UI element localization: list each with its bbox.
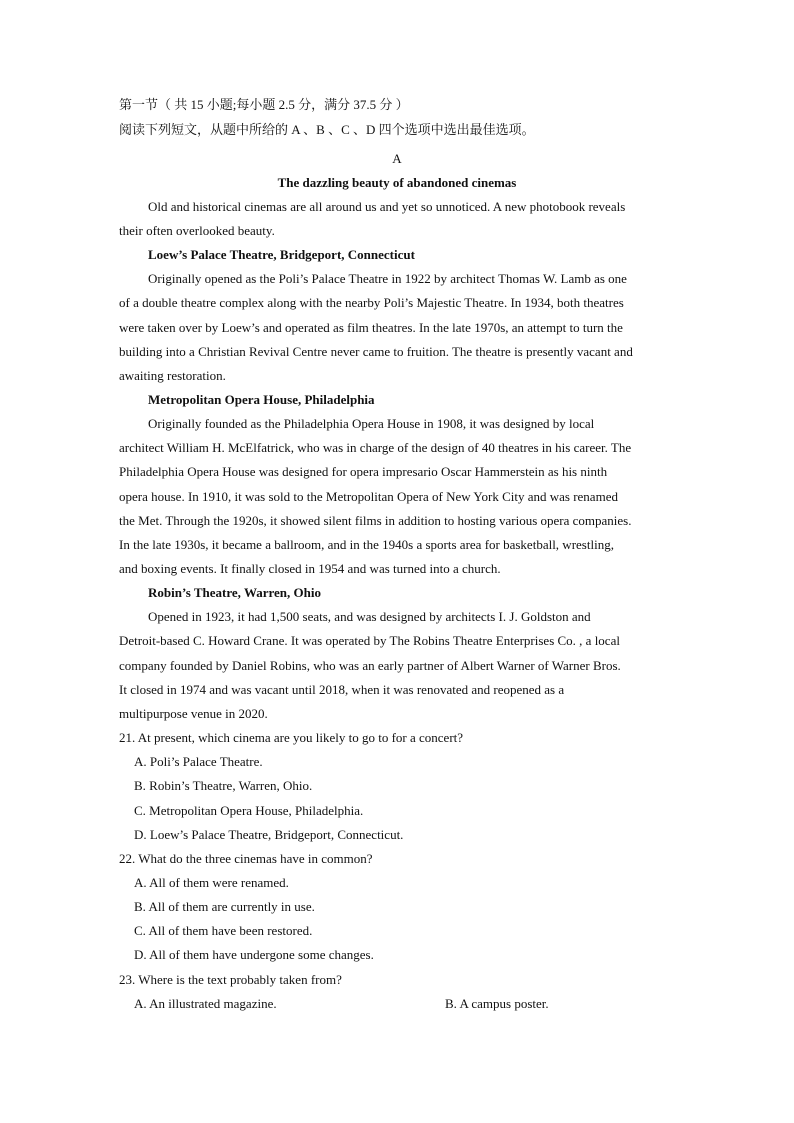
passage-title: The dazzling beauty of abandoned cinemas: [277, 175, 517, 190]
answer-option: B. All of them are currently in use.: [134, 899, 315, 914]
paragraph-line: of a double theatre complex along with the nearby Poli’s Majestic Theatre. In 1934, both theatres: [119, 295, 624, 310]
paragraph-line: awaiting restoration.: [119, 368, 226, 383]
answer-option: D. All of them have undergone some changes.: [134, 947, 374, 962]
answer-option: B. Robin’s Theatre, Warren, Ohio.: [134, 778, 313, 793]
question-stem: 23. Where is the text probably taken from?: [119, 972, 342, 987]
section-header: 第一节（ 共 15 小题;每小题 2.5 分，满分 37.5 分 ）: [119, 97, 409, 112]
paragraph-line: Opened in 1923, it had 1,500 seats, and was designed by architects I. J. Goldston and: [148, 609, 591, 624]
paragraph-line: architect William H. McElfatrick, who was in charge of the design of 40 theatres in his career. The: [119, 440, 632, 455]
section-heading: Robin’s Theatre, Warren, Ohio: [148, 585, 321, 600]
intro-line: Old and historical cinemas are all around us and yet so unnoticed. A new photobook reveals: [148, 199, 626, 214]
paragraph-line: the Met. Through the 1920s, it showed silent films in addition to hosting various opera companies.: [119, 513, 632, 528]
answer-option: A. Poli’s Palace Theatre.: [134, 754, 263, 769]
answer-option: A. All of them were renamed.: [134, 875, 289, 890]
paragraph-line: Philadelphia Opera House was designed for opera impresario Oscar Hammerstein as his ninth: [119, 464, 608, 479]
answer-option: B. A campus poster.: [445, 996, 549, 1011]
instruction-text: 阅读下列短文，从题中所给的 A 、B 、C 、D 四个选项中选出最佳选项。: [119, 122, 535, 137]
paragraph-line: It closed in 1974 and was vacant until 2018, when it was renovated and reopened as a: [119, 682, 565, 697]
question-stem: 22. What do the three cinemas have in common?: [119, 851, 373, 866]
section-heading: Metropolitan Opera House, Philadelphia: [148, 392, 375, 407]
paragraph-line: multipurpose venue in 2020.: [119, 706, 268, 721]
paragraph-line: were taken over by Loew’s and operated as film theatres. In the late 1970s, an attempt to turn the: [119, 320, 623, 335]
paragraph-line: company founded by Daniel Robins, who was an early partner of Albert Warner of Warner Bros.: [119, 658, 621, 673]
intro-line: their often overlooked beauty.: [119, 223, 275, 238]
paragraph-line: Originally founded as the Philadelphia Opera House in 1908, it was designed by local: [148, 416, 595, 431]
passage-letter: A: [392, 151, 402, 166]
paragraph-line: opera house. In 1910, it was sold to the Metropolitan Opera of New York City and was renamed: [119, 489, 618, 504]
paragraph-line: building into a Christian Revival Centre never came to fruition. The theatre is presently vacant and: [119, 344, 633, 359]
paragraph-line: Detroit-based C. Howard Crane. It was operated by The Robins Theatre Enterprises Co. , a local: [119, 633, 620, 648]
answer-option: C. Metropolitan Opera House, Philadelphia.: [134, 803, 364, 818]
paragraph-line: and boxing events. It finally closed in 1954 and was turned into a church.: [119, 561, 501, 576]
answer-option: D. Loew’s Palace Theatre, Bridgeport, Connecticut.: [134, 827, 404, 842]
paragraph-line: In the late 1930s, it became a ballroom, and in the 1940s a sports area for basketball, wrestling,: [119, 537, 614, 552]
answer-option: A. An illustrated magazine.: [134, 996, 277, 1011]
paragraph-line: Originally opened as the Poli’s Palace Theatre in 1922 by architect Thomas W. Lamb as one: [148, 271, 627, 286]
section-heading: Loew’s Palace Theatre, Bridgeport, Connecticut: [148, 247, 415, 262]
question-stem: 21. At present, which cinema are you likely to go to for a concert?: [119, 730, 464, 745]
answer-option: C. All of them have been restored.: [134, 923, 313, 938]
